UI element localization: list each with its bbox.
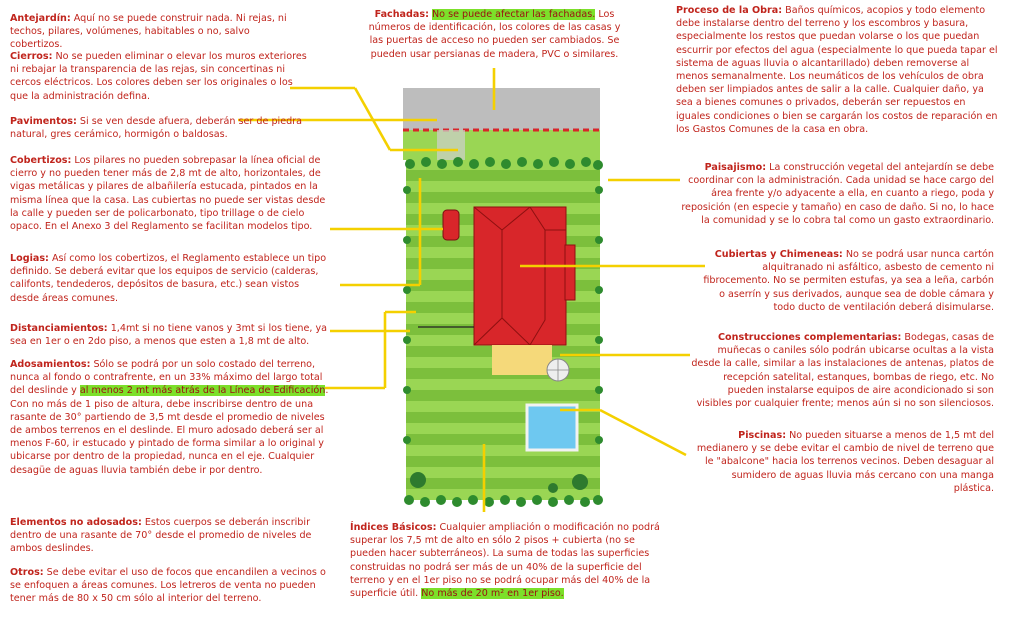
terrace bbox=[492, 345, 552, 375]
construcciones-title: Construcciones complementarias: bbox=[718, 332, 902, 343]
adosamientos-text-b: . Con no más de 1 piso de altura, debe inscribirse dentro de una rasante de 30° partiendo de 3,5 mt desde el promedio de niveles de ambos terrenos en el deslinde. El muro adosado deberá ser al menos F-60, ir estucado y pintado de forma similar a lo original y ubicarse por dentro de la propiedad, nunca en el eje. Cualquier desagüe de aguas lluvia también debe ir por dentro. bbox=[10, 385, 329, 476]
house-roof bbox=[474, 207, 575, 345]
front-garden bbox=[403, 130, 600, 160]
adosamientos-highlight: al menos 2 mt más atrás de la Línea de Edificación bbox=[79, 385, 326, 397]
block-distanciamientos bbox=[10, 322, 330, 348]
proceso-text: Baños químicos, acopios y todo elemento debe instalarse dentro del terreno y los escombros y basura, especialmente los restos que puedan volarse o los que puedan escurrir por efectos del agua (especialmente lo que pueda tapar el sistema de aguas lluvia o alcantarillado) deben removerse al menos semanalmente. Los neumáticos de los vehículos de obra deben ser limpiados antes de salir a la calle. Cualquier daño, ya sea a bienes comunes o privados, deberán ser repuestos en iguales condiciones o bien se cargarán los costos de reparación en los Gastos Comunes de la casa en obra. bbox=[676, 5, 998, 135]
block-indices-basicos bbox=[350, 521, 672, 600]
logias-text: Así como los cobertizos, el Reglamento establece un tipo definido. Se deberá evitar que los equipos de servicio (calderas, califonts, tendederos, depósitos de basura, etc.) sean vistos desde áreas comunes. bbox=[10, 253, 327, 304]
block-cubiertas-chimeneas bbox=[700, 248, 994, 314]
cubiertas-title: Cubiertas y Chimeneas: bbox=[714, 249, 843, 260]
fachadas-title: Fachadas: bbox=[374, 9, 429, 20]
block-logias bbox=[10, 252, 330, 305]
fachadas-text: Los números de identificación, los colores de las casas y las puertas de acceso no pueden ser cambiados. Se pueden usar persianas de madera, PVC o similares. bbox=[368, 9, 621, 60]
pavimentos-title: Pavimentos: bbox=[10, 116, 77, 127]
pool bbox=[527, 405, 577, 450]
indices-text: Cualquier ampliación o modificación no podrá superar los 7,5 mt de alto en sólo 2 pisos + cubierta (no se pueden hacer subterráneos). La suma de todas las superficies construidas no podrá ser más de un 40% de la superficie del terreno y en el 1er piso no se podrá ocupar más del 40% de la superficie útil. bbox=[350, 522, 660, 600]
block-otros bbox=[10, 566, 330, 606]
elementos-text: Estos cuerpos se deberán inscribir dentro de una rasante de 70° desde el promedio de niveles de ambos deslindes. bbox=[10, 517, 312, 555]
fachadas-highlight: No se puede afectar las fachadas. bbox=[432, 9, 596, 20]
piscinas-text: No pueden situarse a menos de 1,5 mt del medianero y se debe evitar el cambio de nivel de terreno que le "abalcone" hacia los terrenos vecinos. Deben desaguar al sumidero de aguas lluvia más cercano con una manga plástica. bbox=[696, 430, 994, 494]
block-cobertizos bbox=[10, 154, 330, 233]
adosamientos-text-a: Sólo se podrá por un solo costado del terreno, nunca al fondo o contrafrente, en un 33% máximo del largo total del deslinde y bbox=[10, 359, 323, 397]
antejardin-text: Aquí no se puede construir nada. Ni rejas, ni techos, pilares, volúmenes, habitables o no, salvo cobertizos. bbox=[10, 13, 287, 51]
paisajismo-text: La construcción vegetal del antejardín se debe coordinar con la administración. Cada unidad se hace cargo del área frente y/o adyacente a ella, en cuanto a riego, poda y reposición (en especie y tamaño) en caso de daño. Si no, lo hace la comunidad y se lo cobra tal como un gasto extraordinario. bbox=[681, 162, 994, 226]
driveway bbox=[437, 130, 465, 160]
proceso-title: Proceso de la Obra: bbox=[676, 5, 783, 16]
block-paisajismo bbox=[676, 161, 994, 227]
block-elementos-no-adosados bbox=[10, 516, 330, 556]
block-cierros bbox=[10, 50, 310, 103]
indices-highlight: No más de 20 m² en 1er piso. bbox=[421, 588, 564, 600]
tree bbox=[410, 472, 426, 488]
block-piscinas bbox=[690, 429, 994, 495]
street-paving bbox=[403, 88, 600, 130]
distanciamientos-title: Distanciamientos: bbox=[10, 323, 108, 334]
indices-title: Índices Básicos: bbox=[350, 522, 437, 533]
adosamientos-title: Adosamientos: bbox=[10, 359, 91, 370]
distanciamientos-text: 1,4mt si no tiene vanos y 3mt si los tiene, ya sea en 1er o en 2do piso, a menos que esten a 1,8 mt de alto. bbox=[10, 323, 328, 348]
cobertizos-text: Los pilares no pueden sobrepasar la línea oficial de cierro y no pueden tener más de 2,8 mt de alto, horizontales, de vigas metálicas y pilares de albañilería estucada, pintados en la misma línea que la casa. Las cubiertas no puede ser vistas desde la calle y pueden ser de policarbonato, tipo trillage o de cielo opaco. En el Anexo 3 del Reglamento se facilitan modelos tipo. bbox=[10, 155, 326, 233]
cierros-title: Cierros: bbox=[10, 51, 53, 62]
elementos-title: Elementos no adosados: bbox=[10, 517, 142, 528]
cobertizos-title: Cobertizos: bbox=[10, 155, 72, 166]
otros-title: Otros: bbox=[10, 567, 44, 578]
tree bbox=[548, 483, 558, 493]
cierros-text: No se pueden eliminar o elevar los muros exteriores ni rebajar la transparencia de las rejas, sin concertinas ni cercos eléctricos. Los colores deben ser los originales o los que la administración defina. bbox=[10, 51, 307, 102]
logias-title: Logias: bbox=[10, 253, 49, 264]
cubiertas-text: No se podrá usar nunca cartón alquitranado ni asfáltico, asbesto de cemento ni fibrocemento. No se permiten estufas, ya sea a leña, carbón o aserrín y sus derivados, aunque sea de doble cámara y todo ducto de ventilación deberá disimularse. bbox=[703, 249, 994, 313]
pavimentos-text: Si se ven desde afuera, deberán ser de piedra natural, gres cerámico, hormigón o baldosas. bbox=[10, 116, 303, 141]
otros-text: Se debe evitar el uso de focos que encandilen a vecinos o se enfoquen a áreas comunes. Los letreros de venta no pueden tener más de 80 x 50 cm sólo al interior del terreno. bbox=[10, 567, 326, 605]
block-proceso-obra bbox=[676, 4, 998, 136]
block-adosamientos bbox=[10, 358, 332, 477]
construcciones-text: Bodegas, casas de muñecas o caniles sólo podrán ubicarse ocultas a la vista desde la calle, similar a las instalaciones de antenas, platos de recepción satelital, estanques, bombas de riego, etc. No pueden instalarse equipos de aire acondicionado si son visibles por cualquier frente; menos aún si no son silenciosos. bbox=[691, 332, 994, 410]
piscinas-title: Piscinas: bbox=[738, 430, 787, 441]
block-construcciones-complementarias bbox=[690, 331, 994, 410]
block-antejardin bbox=[10, 12, 305, 52]
paisajismo-title: Paisajismo: bbox=[704, 162, 767, 173]
block-pavimentos bbox=[10, 115, 310, 141]
tree bbox=[572, 474, 588, 490]
antejardin-title: Antejardín: bbox=[10, 13, 71, 24]
block-fachadas bbox=[362, 8, 627, 61]
car bbox=[443, 210, 459, 240]
